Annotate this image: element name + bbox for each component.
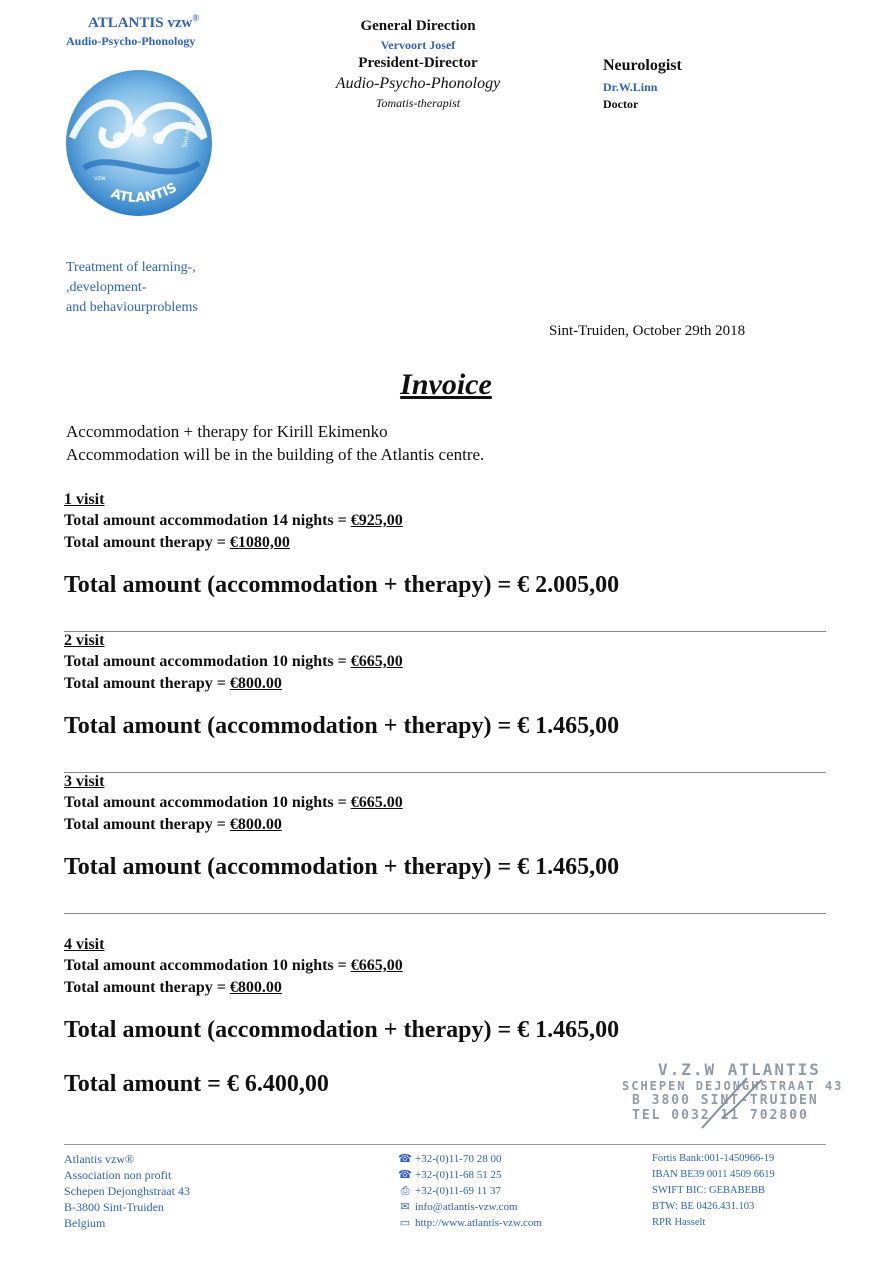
company-stamp: V.Z.W ATLANTIS SCHEPEN DEJONGHSTRAAT 43 B 3800 SINT-TRUIDEN TEL 0032 11 702800 bbox=[622, 1060, 842, 1123]
contact-line: ☎ +32-(0)11-70 28 00 bbox=[398, 1153, 502, 1165]
contact-line: ✉ info@atlantis-vzw.com bbox=[398, 1199, 542, 1215]
tomatis-title: Tomatis-therapist bbox=[375, 96, 461, 110]
treatment-text: Treatment of learning-, ,development- and behaviourproblems bbox=[66, 260, 198, 315]
atlantis-logo bbox=[64, 68, 214, 218]
invoice-date: Sint-Truiden, October 29th 2018 bbox=[549, 323, 746, 339]
brand-subtitle: Audio-Psycho-Phonology bbox=[66, 34, 196, 48]
president-title: President-Director bbox=[358, 55, 478, 71]
therapy-line: Total amount therapy = €800.00 bbox=[64, 816, 282, 833]
visit-total: Total amount (accommodation + therapy) = € 1.465,00 bbox=[64, 1017, 620, 1043]
intro-text: Accommodation + therapy for Kirill Ekimenko Accommodation will be in the building of the Atlantis centre. bbox=[66, 422, 485, 464]
web-icon: ▭ bbox=[399, 1217, 411, 1229]
footer-bank: Fortis Bank:001-1450966-19 IBAN BE39 0011 4509 6619 SWIFT BIC: GEBABEBB BTW: BE 0426.431.103 RPR Hasselt bbox=[652, 1153, 775, 1228]
contact-line: ▭ http://www.atlantis-vzw.com bbox=[399, 1217, 542, 1229]
visit-label: 2 visit bbox=[64, 632, 105, 649]
footer-address: Atlantis vzw® Association non profit Schepen Dejonghstraat 43 B-3800 Sint-Truiden Belgium bbox=[64, 1152, 190, 1230]
neurologist-name: Dr.W.Linn bbox=[603, 80, 658, 94]
mail-icon: ✉ bbox=[400, 1201, 410, 1213]
phone-icon: ☎ bbox=[398, 1169, 412, 1181]
accommodation-line: Total amount accommodation 10 nights = €665,00 bbox=[64, 653, 403, 670]
accommodation-line: Total amount accommodation 14 nights = €925,00 bbox=[64, 512, 403, 529]
therapy-line: Total amount therapy = €800.00 bbox=[64, 675, 282, 692]
visit-label: 1 visit bbox=[64, 491, 105, 508]
brand-name: ATLANTIS vzw® bbox=[88, 13, 200, 31]
logo-text: ATLANTIS bbox=[108, 180, 180, 207]
therapy-line: Total amount therapy = €800.00 bbox=[64, 979, 282, 996]
visit-label: 4 visit bbox=[64, 936, 105, 953]
fax-icon: ⎙ bbox=[400, 1185, 410, 1197]
visit-block bbox=[64, 490, 834, 599]
contact-line: ⎙ +32-(0)11-69 11 37 bbox=[398, 1183, 542, 1199]
accommodation-line: Total amount accommodation 10 nights = €665.00 bbox=[64, 794, 403, 811]
grand-total: Total amount = € 6.400,00 bbox=[64, 1071, 329, 1097]
visit-label: 3 visit bbox=[64, 773, 105, 790]
visit-total: Total amount (accommodation + therapy) = € 2.005,00 bbox=[64, 572, 620, 598]
footer-contacts bbox=[398, 1151, 542, 1231]
app-title: Audio-Psycho-Phonology bbox=[335, 75, 501, 92]
footer-divider bbox=[64, 1144, 826, 1145]
visit-block bbox=[64, 772, 834, 881]
contact-line: ☎ +32-(0)11-68 51 25 bbox=[398, 1169, 502, 1181]
therapy-line: Total amount therapy = €1080,00 bbox=[64, 534, 290, 551]
accommodation-line: Total amount accommodation 10 nights = €665,00 bbox=[64, 957, 403, 974]
visit-total: Total amount (accommodation + therapy) = € 1.465,00 bbox=[64, 854, 620, 880]
doctor-title: Doctor bbox=[603, 97, 639, 111]
divider bbox=[64, 913, 826, 914]
logo-small-right: Sint-Truiden bbox=[181, 112, 198, 149]
visit-block bbox=[64, 631, 834, 740]
signature-scrawl bbox=[692, 1068, 772, 1138]
phone-icon: ☎ bbox=[398, 1153, 412, 1165]
logo-small-left: vzw bbox=[94, 175, 106, 182]
invoice-title: Invoice bbox=[400, 368, 492, 401]
visit-total: Total amount (accommodation + therapy) = € 1.465,00 bbox=[64, 713, 620, 739]
neurologist-title: Neurologist bbox=[603, 57, 682, 74]
visit-block bbox=[64, 935, 834, 1044]
director-name: Vervoort Josef bbox=[380, 38, 456, 52]
general-direction: General Direction bbox=[360, 18, 476, 34]
